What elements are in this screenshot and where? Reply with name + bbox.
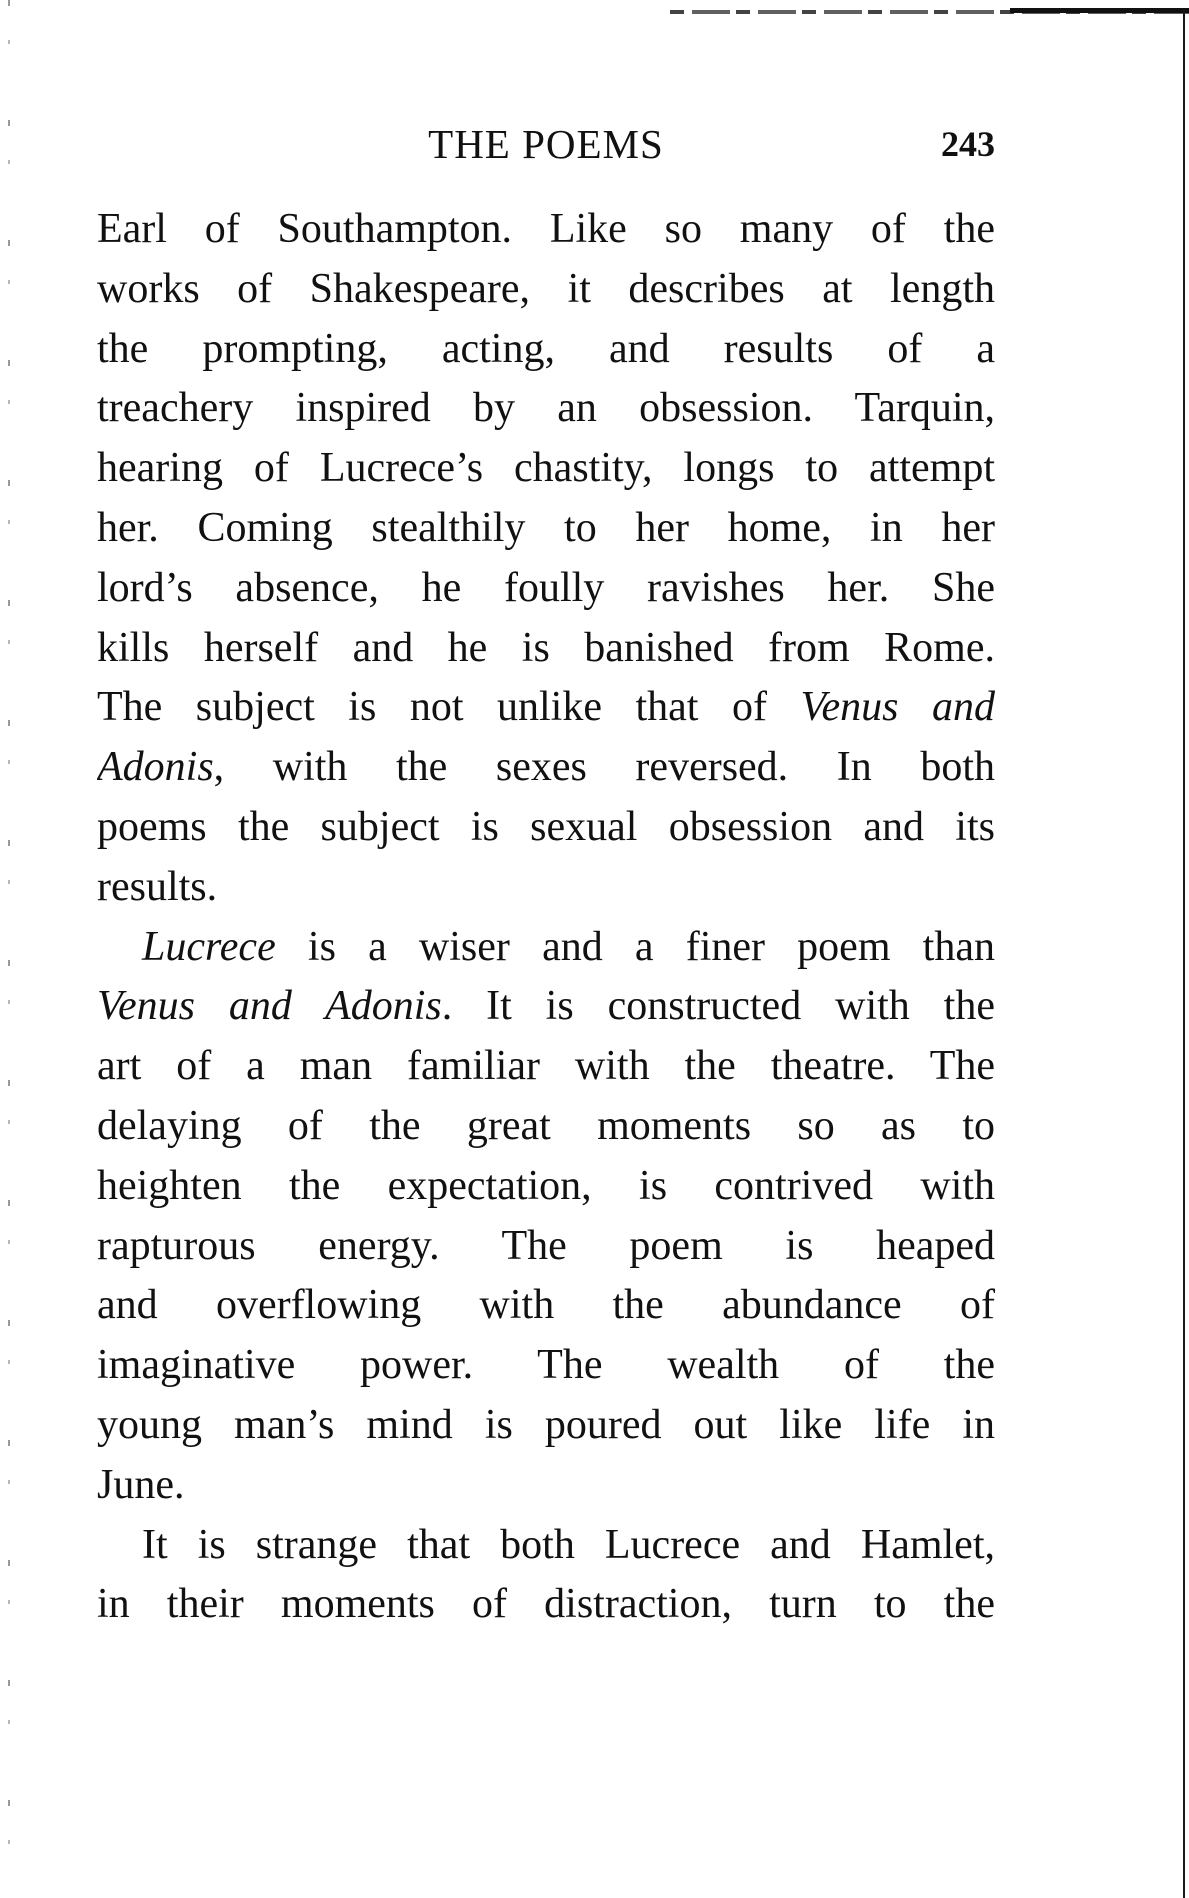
text-line: in their moments of distraction, turn to the (97, 1581, 995, 1628)
text-line: treachery inspired by an obsession. Tarquin, (97, 385, 995, 432)
text-line: delaying of the great moments so as to (97, 1102, 995, 1149)
text-line: rapturous energy. The poem is heaped (97, 1222, 995, 1269)
italic-title: Adonis (97, 744, 214, 791)
text-line: It is strange that both Lucrece and Hamlet, (142, 1521, 995, 1568)
text-segment: The subject is not unlike that of (97, 684, 801, 731)
text-line: poems the subject is sexual obsession and its (97, 803, 995, 850)
scan-edge-right (1183, 10, 1185, 1898)
text-line: Earl of Southampton. Like so many of the (97, 206, 995, 252)
text-line: her. Coming stealthily to her home, in her (97, 504, 995, 551)
text-line: art of a man familiar with the theatre. The (97, 1043, 995, 1090)
text-line: the prompting, acting, and results of a (97, 325, 995, 372)
scan-edge-left (8, 0, 10, 1898)
text-segment: is a wiser and a finer poem than (275, 923, 995, 970)
text-line (97, 678, 995, 738)
text-line: imaginative power. The wealth of the (97, 1342, 995, 1389)
text-line (97, 918, 995, 978)
page-number: 243 (941, 124, 995, 164)
text-segment: . It is constructed with the (441, 983, 995, 1030)
text-line: kills herself and he is banished from Rome. (97, 624, 995, 671)
text-line: lord’s absence, he foully ravishes her. She (97, 564, 995, 611)
text-line: hearing of Lucrece’s chastity, longs to attempt (97, 445, 995, 492)
text-line (97, 738, 995, 798)
text-line: heighten the expectation, is contrived with (97, 1162, 995, 1209)
running-title: THE POEMS (428, 121, 664, 167)
running-head (97, 120, 995, 168)
text-segment: , with the sexes reversed. In both (213, 744, 995, 791)
italic-title: Venus and (800, 684, 995, 731)
scan-edge-top-dark (1010, 8, 1189, 13)
text-line: June. (97, 1461, 185, 1508)
italic-title: Lucrece (142, 923, 276, 970)
body-text (97, 200, 995, 1635)
text-line (97, 977, 995, 1037)
text-line: young man’s mind is poured out like life in (97, 1401, 995, 1448)
italic-title: Venus and Adonis (97, 983, 442, 1030)
text-line: results. (97, 863, 218, 910)
text-line: works of Shakespeare, it describes at length (97, 265, 995, 312)
text-line: and overflowing with the abundance of (97, 1282, 995, 1329)
